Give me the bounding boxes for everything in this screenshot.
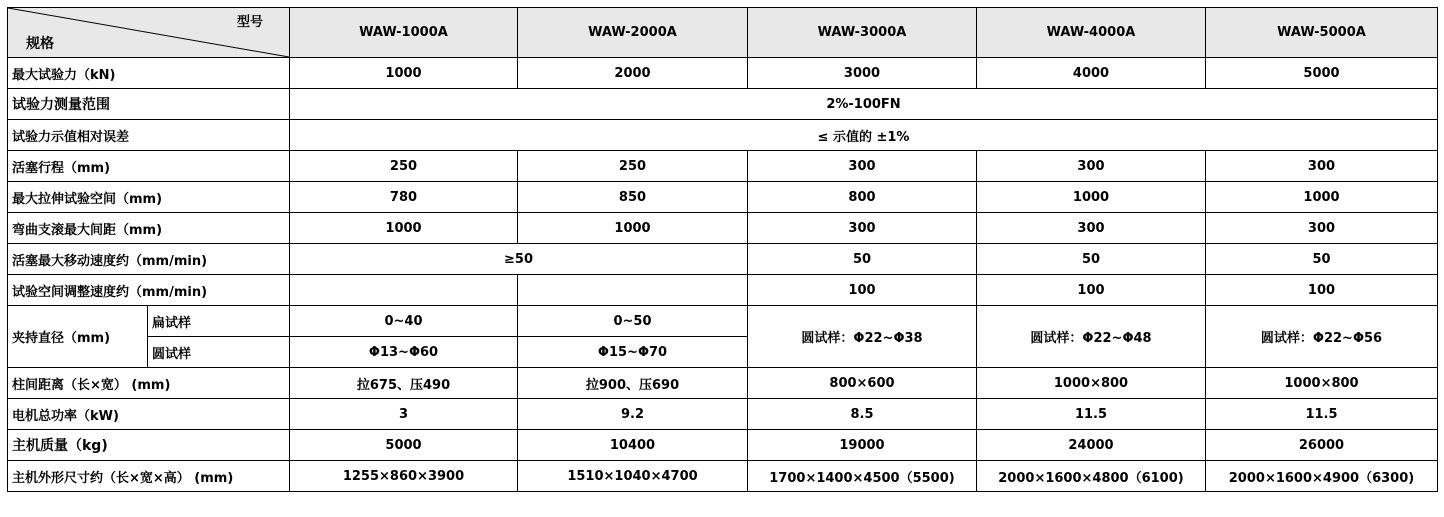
table-cell: 拉675、压490	[290, 368, 518, 399]
table-cell: 300	[1206, 213, 1438, 244]
table-cell: 圆试样：Φ22~Φ38	[748, 306, 977, 368]
table-cell: 850	[518, 182, 748, 213]
table-cell: 0~50	[518, 306, 748, 337]
table-cell: 780	[290, 182, 518, 213]
table-cell: 1255×860×3900	[290, 461, 518, 492]
table-cell: 100	[748, 275, 977, 306]
table-cell: 300	[977, 213, 1206, 244]
model-header: WAW-3000A	[748, 8, 977, 58]
table-cell: 50	[977, 244, 1206, 275]
table-row	[8, 461, 1438, 492]
table-row	[8, 430, 1438, 461]
table-row	[8, 89, 1438, 120]
row-label: 试验空间调整速度约（mm/min)	[8, 275, 290, 306]
table-row	[8, 399, 1438, 430]
row-label: 试验力示值相对误差	[8, 120, 290, 151]
table-cell	[518, 275, 748, 306]
row-label: 最大试验力（kN)	[8, 58, 290, 89]
table-cell: 26000	[1206, 430, 1438, 461]
row-label: 最大拉伸试验空间（mm)	[8, 182, 290, 213]
table-cell: 拉900、压690	[518, 368, 748, 399]
table-cell: 250	[290, 151, 518, 182]
table-row	[8, 306, 1438, 337]
table-row	[8, 120, 1438, 151]
table-cell: 300	[748, 151, 977, 182]
table-cell: 1000	[518, 213, 748, 244]
table-cell: Φ15~Φ70	[518, 337, 748, 368]
table-cell: 8.5	[748, 399, 977, 430]
table-cell: 1000×800	[977, 368, 1206, 399]
model-header: WAW-5000A	[1206, 8, 1438, 58]
spec-table	[7, 7, 1438, 492]
table-cell: 24000	[977, 430, 1206, 461]
table-cell: 50	[1206, 244, 1438, 275]
table-cell: 9.2	[518, 399, 748, 430]
table-row	[8, 244, 1438, 275]
table-cell: 圆试样：Φ22~Φ56	[1206, 306, 1438, 368]
table-cell: 800×600	[748, 368, 977, 399]
row-label: 试验力测量范围	[8, 89, 290, 120]
model-header: WAW-2000A	[518, 8, 748, 58]
row-label: 主机质量（kg)	[8, 430, 290, 461]
table-cell: 50	[748, 244, 977, 275]
table-cell: 1510×1040×4700	[518, 461, 748, 492]
table-cell: 圆试样：Φ22~Φ48	[977, 306, 1206, 368]
table-cell	[290, 275, 518, 306]
row-label: 夹持直径（mm)	[8, 306, 148, 368]
table-cell: 0~40	[290, 306, 518, 337]
table-cell: 1000	[290, 58, 518, 89]
row-label: 活塞行程（mm)	[8, 151, 290, 182]
table-cell: 11.5	[977, 399, 1206, 430]
table-cell: Φ13~Φ60	[290, 337, 518, 368]
table-cell: 19000	[748, 430, 977, 461]
spec-header-label: 规格	[26, 36, 54, 52]
table-cell: 2000×1600×4900（6300)	[1206, 461, 1438, 492]
table-row	[8, 275, 1438, 306]
header-corner-cell	[8, 8, 290, 58]
table-cell: 300	[748, 213, 977, 244]
table-cell: 300	[1206, 151, 1438, 182]
table-row	[8, 182, 1438, 213]
model-header: WAW-1000A	[290, 8, 518, 58]
table-cell: 10400	[518, 430, 748, 461]
table-cell: 2000×1600×4800（6100)	[977, 461, 1206, 492]
table-row	[8, 368, 1438, 399]
table-cell: 2%-100FN	[290, 89, 1438, 120]
row-label: 电机总功率（kW)	[8, 399, 290, 430]
table-cell: 4000	[977, 58, 1206, 89]
row-label: 主机外形尺寸约（长×宽×高） (mm)	[8, 461, 290, 492]
table-cell: 11.5	[1206, 399, 1438, 430]
table-cell: 5000	[1206, 58, 1438, 89]
model-header: WAW-4000A	[977, 8, 1206, 58]
table-cell: 1000	[1206, 182, 1438, 213]
header-row	[8, 8, 1438, 58]
table-cell: 300	[977, 151, 1206, 182]
sub-row-label: 圆试样	[148, 337, 290, 368]
model-header-label: 型号	[236, 15, 263, 30]
sub-row-label: 扁试样	[148, 306, 290, 337]
row-label: 活塞最大移动速度约（mm/min)	[8, 244, 290, 275]
table-row	[8, 151, 1438, 182]
table-cell: 100	[977, 275, 1206, 306]
table-row	[8, 58, 1438, 89]
table-cell: 1000	[977, 182, 1206, 213]
table-cell: 5000	[290, 430, 518, 461]
table-cell: 1000×800	[1206, 368, 1438, 399]
table-cell: 1700×1400×4500（5500)	[748, 461, 977, 492]
table-cell: ≤ 示值的 ±1%	[290, 120, 1438, 151]
table-cell: 800	[748, 182, 977, 213]
table-cell: ≥50	[290, 244, 748, 275]
table-cell: 3	[290, 399, 518, 430]
table-cell: 2000	[518, 58, 748, 89]
table-row	[8, 213, 1438, 244]
row-label: 柱间距离（长×宽） (mm)	[8, 368, 290, 399]
row-label: 弯曲支滚最大间距（mm)	[8, 213, 290, 244]
table-cell: 250	[518, 151, 748, 182]
table-cell: 1000	[290, 213, 518, 244]
table-cell: 3000	[748, 58, 977, 89]
table-cell: 100	[1206, 275, 1438, 306]
